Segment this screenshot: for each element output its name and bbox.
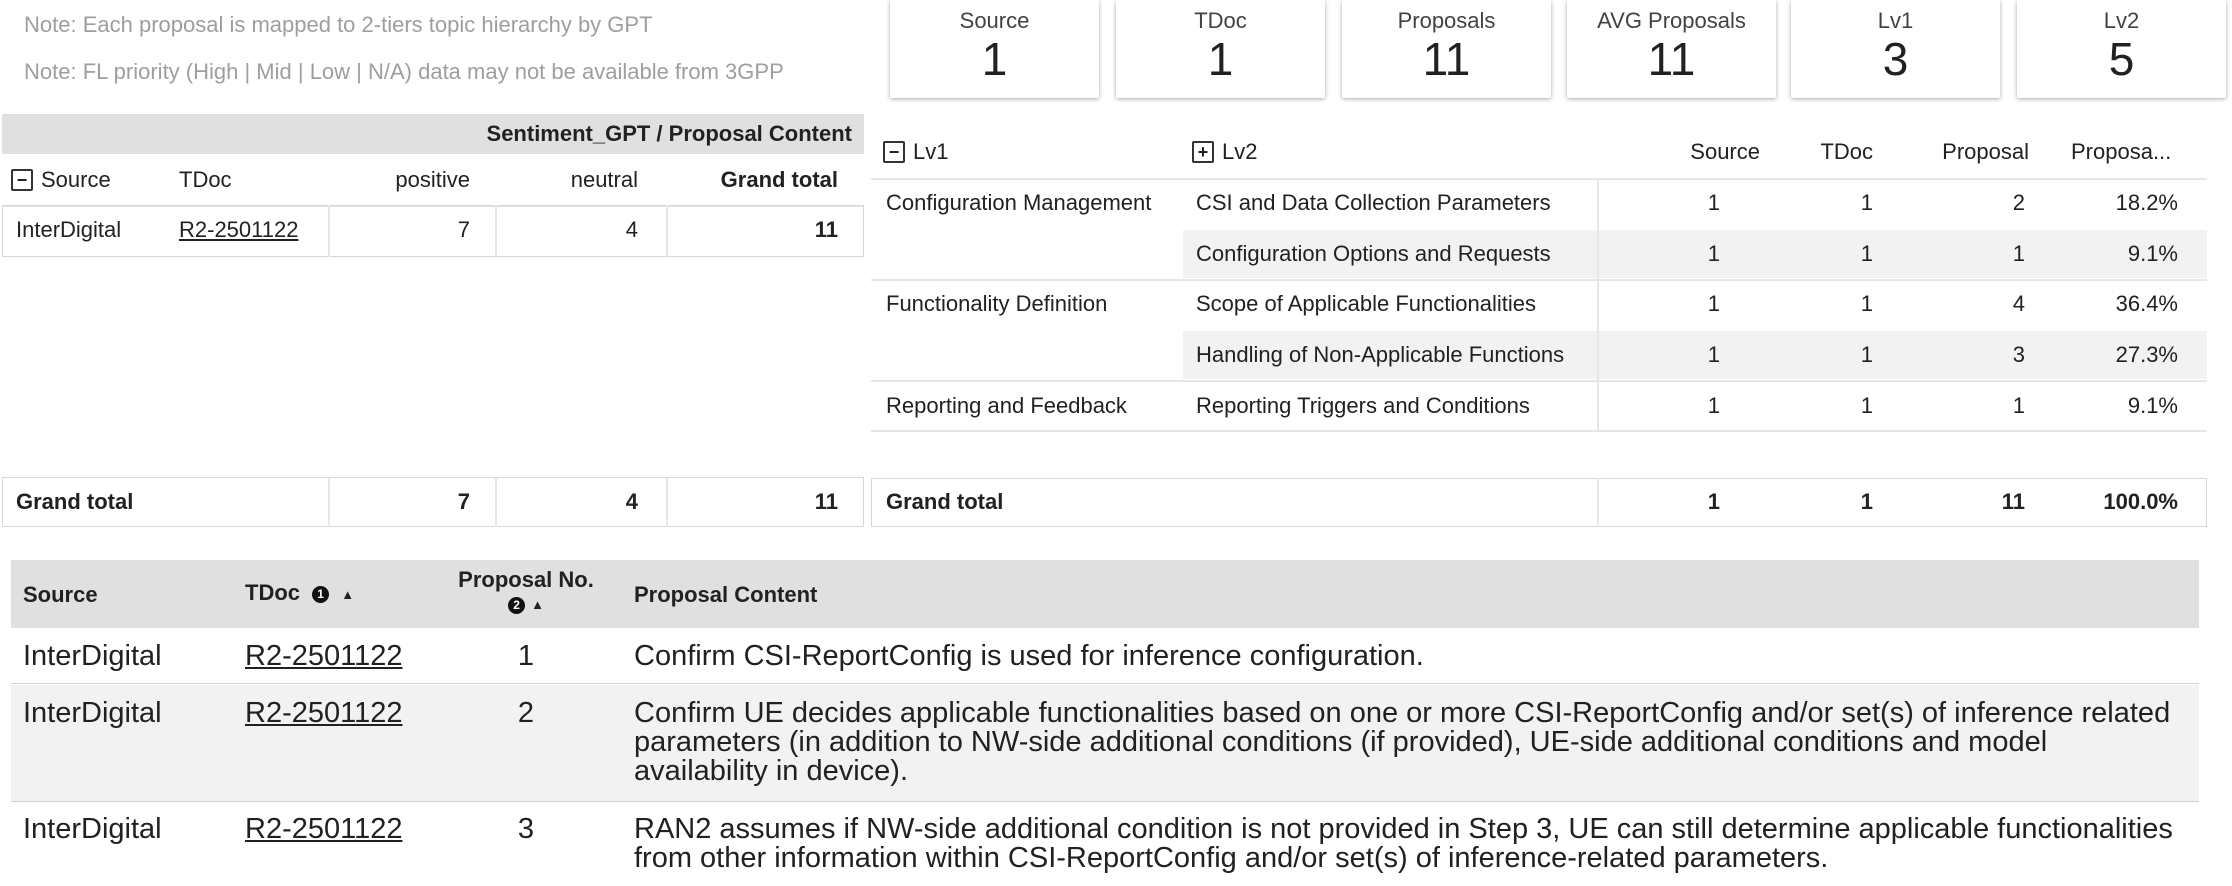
grand-total-tdoc: 1 [1860, 489, 1873, 514]
kpi-card-lv1 [1791, 0, 2000, 98]
sort-priority-badge: 1 [312, 586, 329, 603]
row-tdoc-link[interactable]: R2-2501122 [245, 640, 403, 672]
column-header-tdoc[interactable]: TDoc [179, 167, 232, 192]
row-source: InterDigital [23, 640, 162, 672]
kpi-card-lv2 [2017, 0, 2226, 98]
grand-total-source: 1 [1707, 489, 1720, 514]
grand-total-proposal: 11 [2001, 489, 2025, 514]
divider [328, 205, 330, 257]
kpi-label: AVG Proposals [1597, 8, 1746, 33]
column-header-label: Lv1 [913, 139, 949, 164]
divider [871, 430, 2207, 432]
column-header-label: TDoc [245, 580, 300, 605]
row-proposal: 4 [2012, 291, 2025, 316]
row-pct: 9.1% [2127, 241, 2178, 266]
minus-box-icon[interactable]: − [883, 141, 905, 163]
kpi-value: 11 [1647, 33, 1696, 85]
column-header-neutral[interactable]: neutral [570, 167, 638, 192]
divider [666, 477, 668, 527]
row-pct: 36.4% [2115, 291, 2178, 316]
priority-note: Note: FL priority (High | Mid | Low | N/A) data may not be available from 3GPP [24, 59, 784, 84]
grand-total-total: 11 [814, 489, 838, 514]
grand-total-pct: 100.0% [2103, 489, 2178, 514]
column-header-positive[interactable]: positive [395, 167, 470, 192]
row-tdoc-link[interactable]: R2-2501122 [179, 217, 299, 242]
column-header-proposal-content[interactable]: Proposal Content [634, 582, 818, 607]
row-lv2: Scope of Applicable Functionalities [1196, 291, 1536, 316]
row-neutral: 4 [625, 217, 638, 242]
column-header-tdoc[interactable]: TDoc [1820, 139, 1873, 164]
kpi-value: 1 [981, 33, 1008, 85]
column-header-lv2[interactable] [1192, 134, 1257, 170]
row-pct: 27.3% [2115, 342, 2178, 367]
kpi-label: Lv2 [2103, 8, 2140, 33]
row-tdoc-link[interactable]: R2-2501122 [245, 697, 403, 729]
divider [1597, 478, 1599, 527]
row-lv1: Reporting and Feedback [886, 393, 1127, 418]
row-source: 1 [1707, 190, 1720, 215]
column-header-grand-total[interactable]: Grand total [720, 167, 838, 192]
divider [1597, 178, 1599, 430]
row-lv1: Functionality Definition [886, 291, 1108, 316]
row-tdoc: 1 [1860, 393, 1873, 418]
row-proposal: 3 [2012, 342, 2025, 367]
row-tdoc: 1 [1860, 241, 1873, 266]
kpi-value: 1 [1207, 33, 1234, 85]
grand-total-label: Grand total [16, 489, 134, 514]
row-proposal-no: 2 [517, 697, 535, 729]
column-header-label: Proposal No. [458, 567, 594, 592]
row-proposal-content: Confirm CSI-ReportConfig is used for inference configuration. [634, 640, 1424, 672]
row-proposal: 1 [2012, 241, 2025, 266]
column-header-source[interactable] [11, 162, 111, 198]
hierarchy-note: Note: Each proposal is mapped to 2-tiers topic hierarchy by GPT [24, 12, 653, 37]
sort-priority-badge: 2 [508, 597, 525, 614]
row-tdoc: 1 [1860, 190, 1873, 215]
kpi-card-proposals [1342, 0, 1551, 98]
kpi-label: TDoc [1194, 8, 1247, 33]
row-source: InterDigital [23, 813, 162, 845]
row-source: 1 [1707, 291, 1720, 316]
divider [328, 477, 330, 527]
divider [871, 380, 2207, 382]
column-header-proposal[interactable]: Proposal [1942, 139, 2029, 164]
plus-box-icon[interactable]: + [1192, 141, 1214, 163]
row-proposal: 1 [2012, 393, 2025, 418]
row-positive: 7 [457, 217, 470, 242]
kpi-label: Source [959, 8, 1030, 33]
row-lv2: CSI and Data Collection Parameters [1196, 190, 1551, 215]
row-proposal: 2 [2012, 190, 2025, 215]
row-proposal-content: RAN2 assumes if NW-side additional condition is not provided in Step 3, UE can still determine applicable functionalities from other information within CSI-ReportConfig and/or set(s) of inference-related parameters. [634, 813, 2173, 874]
sentiment-group-header[interactable]: Sentiment_GPT / Proposal Content [486, 121, 852, 146]
divider [495, 205, 497, 257]
row-lv1: Configuration Management [886, 190, 1152, 215]
row-proposal-no: 3 [517, 813, 535, 845]
sort-ascending-icon[interactable]: ▲ [531, 597, 544, 613]
row-lv2: Configuration Options and Requests [1196, 241, 1551, 266]
divider [495, 477, 497, 527]
kpi-card-avg-proposals [1567, 0, 1776, 98]
row-source: 1 [1707, 393, 1720, 418]
kpi-value: 11 [1422, 33, 1471, 85]
grand-total-neutral: 4 [625, 489, 638, 514]
kpi-value: 3 [1882, 33, 1909, 85]
row-source: InterDigital [16, 217, 122, 242]
row-source: 1 [1707, 342, 1720, 367]
row-source: 1 [1707, 241, 1720, 266]
row-total: 11 [814, 217, 838, 242]
column-header-source[interactable]: Source [23, 582, 98, 607]
row-tdoc-link[interactable]: R2-2501122 [245, 813, 403, 845]
divider [871, 178, 2207, 180]
row-tdoc: 1 [1860, 342, 1873, 367]
minus-box-icon[interactable]: − [11, 169, 33, 191]
row-lv2: Handling of Non-Applicable Functions [1196, 342, 1565, 367]
row-tdoc: 1 [1860, 291, 1873, 316]
kpi-card-source [890, 0, 1099, 98]
column-header-tdoc[interactable] [245, 580, 354, 606]
divider [666, 205, 668, 257]
column-header-lv1[interactable] [883, 134, 948, 170]
kpi-value: 5 [2108, 33, 2135, 85]
row-pct: 9.1% [2127, 393, 2178, 418]
column-header-proposal-pct[interactable]: Proposa... [2071, 139, 2172, 164]
row-proposal-content: Confirm UE decides applicable functionalities based on one or more CSI-ReportConfig and/or set(s) of inference related parameters (in addition to NW-side additional conditions (if provided), UE-side additional conditions and model availability in device). [634, 697, 2171, 787]
kpi-label: Proposals [1397, 8, 1496, 33]
row-source: InterDigital [23, 697, 162, 729]
column-header-label: Source [41, 167, 111, 192]
column-header-label: Lv2 [1222, 139, 1258, 164]
kpi-label: Lv1 [1877, 8, 1914, 33]
grand-total-positive: 7 [457, 489, 470, 514]
divider [871, 279, 2207, 281]
row-proposal-no: 1 [517, 640, 535, 672]
row-lv2: Reporting Triggers and Conditions [1196, 393, 1530, 418]
column-header-proposal-no[interactable] [440, 568, 612, 617]
grand-total-label: Grand total [886, 489, 1004, 514]
kpi-card-tdoc [1116, 0, 1325, 98]
column-header-source[interactable]: Source [1690, 139, 1760, 164]
row-pct: 18.2% [2115, 190, 2178, 215]
sort-ascending-icon[interactable]: ▲ [341, 586, 355, 602]
